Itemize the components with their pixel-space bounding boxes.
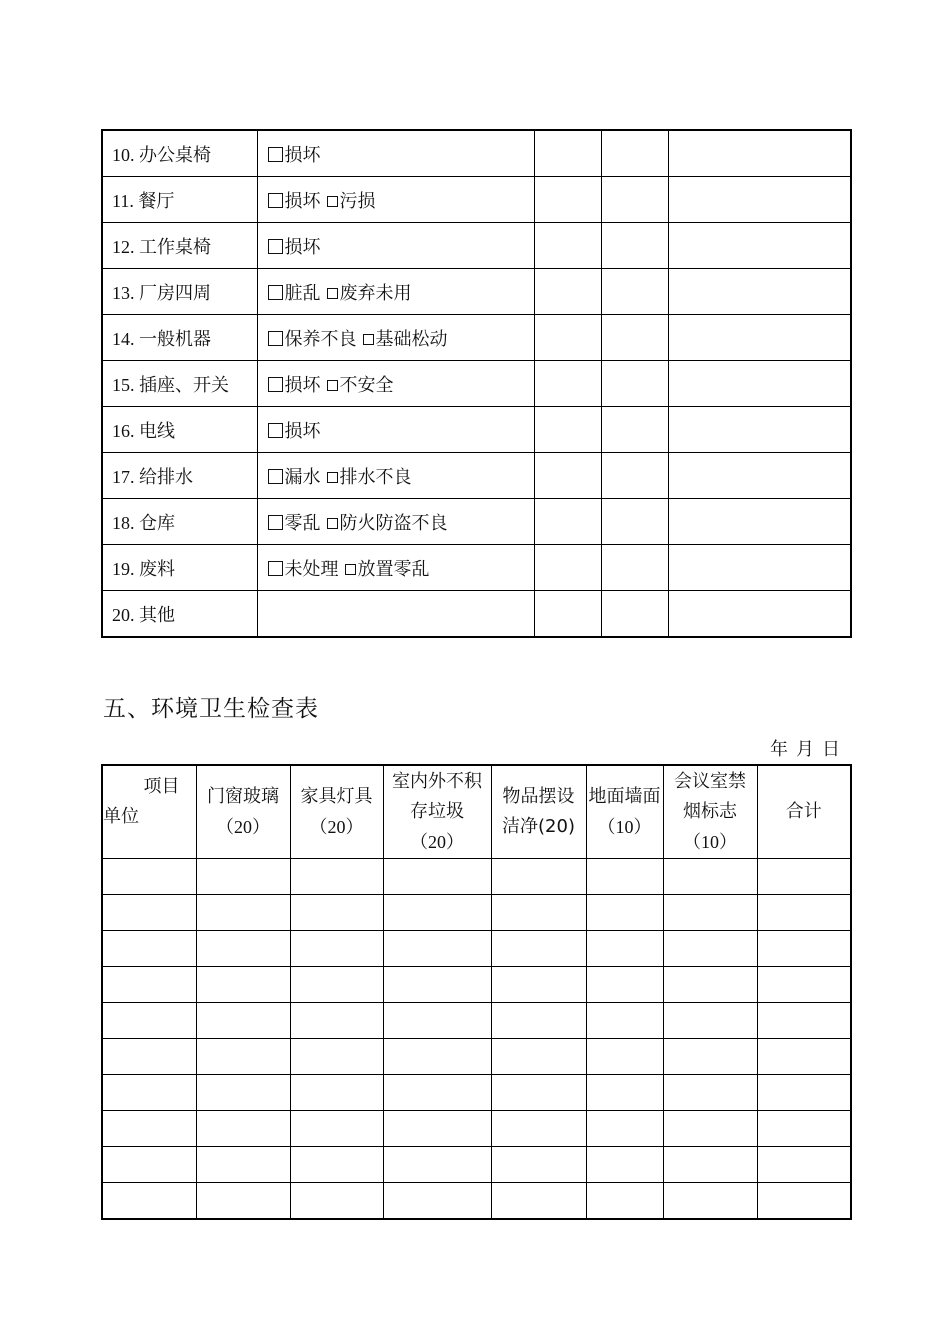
- blank-cell[interactable]: [534, 499, 601, 545]
- item-name: 工作桌椅: [139, 236, 211, 258]
- hygiene-row: [102, 1039, 851, 1075]
- column-header-line: 地面墙面: [588, 786, 661, 807]
- blank-cell[interactable]: [491, 1075, 586, 1111]
- issue-label: 损坏: [284, 144, 321, 166]
- checkbox[interactable]: [268, 515, 283, 530]
- blank-cell[interactable]: [668, 130, 851, 177]
- inspection-row: [102, 545, 851, 591]
- issue-label: 损坏: [284, 190, 321, 212]
- blank-cell[interactable]: [601, 591, 668, 638]
- blank-cell[interactable]: [663, 895, 757, 931]
- blank-cell[interactable]: [196, 1183, 290, 1220]
- column-header: [586, 765, 663, 859]
- issues-cell: [257, 315, 534, 361]
- blank-cell[interactable]: [491, 859, 586, 895]
- inspection-row: [102, 130, 851, 177]
- blank-cell[interactable]: [196, 1147, 290, 1183]
- inspection-row: [102, 269, 851, 315]
- checkbox[interactable]: [268, 193, 283, 208]
- date-year: 年: [770, 739, 788, 760]
- item-number: 20.: [112, 604, 139, 625]
- issues-cell: [257, 499, 534, 545]
- column-header-line: 物品摆设: [502, 786, 575, 807]
- column-header-line: 烟标志: [683, 801, 737, 822]
- blank-cell[interactable]: [102, 1111, 196, 1147]
- issue-label: 基础松动: [375, 328, 448, 350]
- blank-cell[interactable]: [290, 1039, 383, 1075]
- blank-cell[interactable]: [383, 1075, 491, 1111]
- blank-cell[interactable]: [102, 931, 196, 967]
- column-header-line: 存垃圾: [410, 801, 464, 822]
- blank-cell[interactable]: [601, 453, 668, 499]
- blank-cell[interactable]: [491, 1003, 586, 1039]
- blank-cell[interactable]: [196, 1075, 290, 1111]
- checkbox[interactable]: [327, 472, 338, 483]
- blank-cell[interactable]: [383, 967, 491, 1003]
- inspection-row: [102, 591, 851, 638]
- blank-cell[interactable]: [586, 1183, 663, 1220]
- header-corner-cell: [102, 765, 196, 859]
- blank-cell[interactable]: [534, 545, 601, 591]
- checkbox[interactable]: [363, 334, 374, 345]
- issues-cell: [257, 130, 534, 177]
- blank-cell[interactable]: [668, 177, 851, 223]
- column-score: （10）: [597, 817, 652, 837]
- blank-cell[interactable]: [102, 1075, 196, 1111]
- inspection-row: [102, 223, 851, 269]
- column-header: [383, 765, 491, 859]
- column-header-line: 会议室禁: [674, 771, 746, 792]
- blank-cell[interactable]: [196, 967, 290, 1003]
- item-number: 15.: [112, 374, 139, 395]
- column-header-line: 洁净(20): [502, 816, 575, 837]
- issue-label: 损坏: [284, 420, 321, 442]
- issue-label: 损坏: [284, 374, 321, 396]
- column-header-line: 合计: [785, 801, 822, 822]
- checkbox[interactable]: [268, 239, 283, 254]
- blank-cell[interactable]: [290, 1147, 383, 1183]
- item-name: 餐厅: [138, 190, 175, 212]
- blank-cell[interactable]: [757, 931, 851, 967]
- blank-cell[interactable]: [668, 407, 851, 453]
- blank-cell[interactable]: [601, 223, 668, 269]
- checkbox[interactable]: [345, 564, 356, 575]
- hygiene-row: [102, 1111, 851, 1147]
- blank-cell[interactable]: [663, 1039, 757, 1075]
- date-day: 日: [822, 739, 840, 760]
- item-cell: [102, 545, 257, 591]
- blank-cell[interactable]: [383, 895, 491, 931]
- column-header: [290, 765, 383, 859]
- issue-label: 零乱: [284, 512, 321, 534]
- blank-cell[interactable]: [534, 591, 601, 638]
- blank-cell[interactable]: [102, 859, 196, 895]
- blank-cell[interactable]: [383, 1039, 491, 1075]
- blank-cell[interactable]: [383, 1147, 491, 1183]
- blank-cell[interactable]: [102, 1039, 196, 1075]
- section-title: 五、环境卫生检查表: [103, 696, 319, 722]
- blank-cell[interactable]: [663, 1003, 757, 1039]
- hygiene-row: [102, 967, 851, 1003]
- issue-label: 损坏: [284, 236, 321, 258]
- blank-cell[interactable]: [663, 1111, 757, 1147]
- blank-cell[interactable]: [757, 967, 851, 1003]
- blank-cell[interactable]: [663, 859, 757, 895]
- blank-cell[interactable]: [290, 895, 383, 931]
- blank-cell[interactable]: [534, 407, 601, 453]
- blank-cell[interactable]: [601, 407, 668, 453]
- column-header: [491, 765, 586, 859]
- item-number: 18.: [112, 512, 139, 533]
- hygiene-row: [102, 895, 851, 931]
- blank-cell[interactable]: [586, 931, 663, 967]
- date-line: [770, 735, 848, 761]
- checkbox[interactable]: [327, 196, 338, 207]
- blank-cell[interactable]: [290, 1183, 383, 1220]
- inspection-row: [102, 177, 851, 223]
- item-name: 一般机器: [139, 328, 211, 350]
- hygiene-table-body: [102, 765, 851, 1219]
- item-name: 仓库: [139, 512, 175, 534]
- item-cell: [102, 315, 257, 361]
- blank-cell[interactable]: [534, 223, 601, 269]
- item-cell: [102, 269, 257, 315]
- checkbox[interactable]: [268, 147, 283, 162]
- inspection-row: [102, 499, 851, 545]
- blank-cell[interactable]: [668, 545, 851, 591]
- hygiene-row: [102, 1003, 851, 1039]
- blank-cell[interactable]: [196, 931, 290, 967]
- hygiene-table: [101, 764, 852, 1220]
- column-score: （10）: [683, 832, 737, 852]
- blank-cell[interactable]: [383, 1111, 491, 1147]
- corner-label-unit: 单位: [103, 806, 139, 827]
- column-score: （20）: [216, 817, 270, 837]
- blank-cell[interactable]: [586, 1003, 663, 1039]
- checkbox[interactable]: [268, 377, 283, 392]
- column-score: （20）: [309, 817, 364, 837]
- blank-cell[interactable]: [196, 1111, 290, 1147]
- checkbox[interactable]: [327, 288, 338, 299]
- blank-cell[interactable]: [586, 1075, 663, 1111]
- item-number: 14.: [112, 328, 139, 349]
- blank-cell[interactable]: [668, 453, 851, 499]
- blank-cell[interactable]: [491, 1039, 586, 1075]
- checkbox[interactable]: [327, 518, 338, 529]
- blank-cell[interactable]: [601, 315, 668, 361]
- blank-cell[interactable]: [668, 499, 851, 545]
- issue-label: 排水不良: [339, 466, 412, 488]
- blank-cell[interactable]: [491, 895, 586, 931]
- issues-cell: [257, 453, 534, 499]
- blank-cell[interactable]: [757, 859, 851, 895]
- blank-cell[interactable]: [586, 1111, 663, 1147]
- blank-cell[interactable]: [102, 967, 196, 1003]
- column-header: [196, 765, 290, 859]
- blank-cell[interactable]: [383, 1183, 491, 1220]
- item-name: 其他: [139, 604, 175, 626]
- column-header-line: 家具灯具: [300, 786, 373, 807]
- issue-label: 不安全: [339, 374, 394, 396]
- blank-cell[interactable]: [663, 931, 757, 967]
- blank-cell[interactable]: [663, 1183, 757, 1220]
- blank-cell[interactable]: [290, 1003, 383, 1039]
- blank-cell[interactable]: [102, 895, 196, 931]
- checkbox[interactable]: [268, 469, 283, 484]
- inspection-table-body: [102, 130, 851, 637]
- checkbox[interactable]: [268, 423, 283, 438]
- item-cell: [102, 361, 257, 407]
- blank-cell[interactable]: [663, 967, 757, 1003]
- blank-cell[interactable]: [196, 1039, 290, 1075]
- column-header-line: 室内外不积: [392, 771, 482, 792]
- blank-cell[interactable]: [534, 315, 601, 361]
- item-name: 厂房四周: [139, 282, 211, 304]
- blank-cell[interactable]: [668, 315, 851, 361]
- item-cell: [102, 407, 257, 453]
- blank-cell[interactable]: [196, 1003, 290, 1039]
- issues-cell: [257, 361, 534, 407]
- blank-cell[interactable]: [290, 1075, 383, 1111]
- item-number: 10.: [112, 144, 139, 165]
- checkbox[interactable]: [327, 380, 338, 391]
- item-name: 办公桌椅: [139, 144, 211, 166]
- issues-cell: [257, 269, 534, 315]
- blank-cell[interactable]: [757, 1183, 851, 1220]
- blank-cell[interactable]: [586, 967, 663, 1003]
- blank-cell[interactable]: [196, 859, 290, 895]
- item-number: 19.: [112, 558, 139, 579]
- item-name: 废料: [139, 558, 175, 580]
- blank-cell[interactable]: [290, 859, 383, 895]
- blank-cell[interactable]: [491, 1147, 586, 1183]
- issues-cell: [257, 591, 534, 638]
- blank-cell[interactable]: [601, 361, 668, 407]
- blank-cell[interactable]: [290, 1111, 383, 1147]
- inspection-row: [102, 361, 851, 407]
- issue-label: 未处理: [284, 558, 339, 580]
- item-number: 16.: [112, 420, 139, 441]
- hygiene-row: [102, 931, 851, 967]
- blank-cell[interactable]: [663, 1075, 757, 1111]
- checkbox[interactable]: [268, 285, 283, 300]
- blank-cell[interactable]: [586, 895, 663, 931]
- blank-cell[interactable]: [663, 1147, 757, 1183]
- item-number: 17.: [112, 466, 139, 487]
- issues-cell: [257, 177, 534, 223]
- blank-cell[interactable]: [601, 269, 668, 315]
- item-cell: [102, 130, 257, 177]
- hygiene-row: [102, 1075, 851, 1111]
- checkbox[interactable]: [268, 331, 283, 346]
- blank-cell[interactable]: [534, 177, 601, 223]
- blank-cell[interactable]: [757, 1003, 851, 1039]
- item-number: 12.: [112, 236, 139, 257]
- blank-cell[interactable]: [383, 859, 491, 895]
- item-name: 插座、开关: [139, 374, 229, 396]
- column-header: [663, 765, 757, 859]
- date-month: 月: [796, 739, 814, 760]
- inspection-row: [102, 407, 851, 453]
- blank-cell[interactable]: [668, 223, 851, 269]
- hygiene-header-row: [102, 765, 851, 859]
- blank-cell[interactable]: [668, 269, 851, 315]
- blank-cell[interactable]: [668, 591, 851, 638]
- blank-cell[interactable]: [668, 361, 851, 407]
- blank-cell[interactable]: [601, 177, 668, 223]
- blank-cell[interactable]: [534, 130, 601, 177]
- issues-cell: [257, 223, 534, 269]
- column-score: （20）: [410, 832, 464, 852]
- issues-cell: [257, 545, 534, 591]
- blank-cell[interactable]: [491, 967, 586, 1003]
- corner-label-item: 项目: [143, 776, 180, 797]
- blank-cell[interactable]: [491, 931, 586, 967]
- blank-cell[interactable]: [102, 1003, 196, 1039]
- hygiene-row: [102, 1147, 851, 1183]
- hygiene-row: [102, 859, 851, 895]
- blank-cell[interactable]: [491, 1111, 586, 1147]
- hygiene-row: [102, 1183, 851, 1220]
- blank-cell[interactable]: [601, 545, 668, 591]
- column-header: [757, 765, 851, 859]
- item-cell: [102, 177, 257, 223]
- item-cell: [102, 591, 257, 638]
- blank-cell[interactable]: [601, 499, 668, 545]
- item-cell: [102, 499, 257, 545]
- item-number: 13.: [112, 282, 139, 303]
- issue-label: 废弃未用: [339, 282, 412, 304]
- blank-cell[interactable]: [757, 895, 851, 931]
- blank-cell[interactable]: [383, 1003, 491, 1039]
- blank-cell[interactable]: [757, 1147, 851, 1183]
- blank-cell[interactable]: [534, 453, 601, 499]
- issue-label: 保养不良: [284, 328, 357, 350]
- blank-cell[interactable]: [586, 1147, 663, 1183]
- blank-cell[interactable]: [383, 931, 491, 967]
- blank-cell[interactable]: [102, 1147, 196, 1183]
- blank-cell[interactable]: [196, 895, 290, 931]
- blank-cell[interactable]: [534, 361, 601, 407]
- item-cell: [102, 453, 257, 499]
- inspection-row: [102, 453, 851, 499]
- item-name: 电线: [139, 420, 175, 442]
- blank-cell[interactable]: [757, 1039, 851, 1075]
- issue-label: 漏水: [284, 466, 321, 488]
- blank-cell[interactable]: [534, 269, 601, 315]
- inspection-row: [102, 315, 851, 361]
- blank-cell[interactable]: [586, 859, 663, 895]
- blank-cell[interactable]: [757, 1111, 851, 1147]
- blank-cell[interactable]: [290, 931, 383, 967]
- blank-cell[interactable]: [102, 1183, 196, 1220]
- blank-cell[interactable]: [491, 1183, 586, 1220]
- issue-label: 污损: [339, 190, 376, 212]
- issue-label: 脏乱: [284, 282, 321, 304]
- blank-cell[interactable]: [290, 967, 383, 1003]
- item-cell: [102, 223, 257, 269]
- item-number: 11.: [112, 190, 139, 211]
- issue-label: 防火防盗不良: [339, 512, 448, 534]
- checkbox[interactable]: [268, 561, 283, 576]
- blank-cell[interactable]: [601, 130, 668, 177]
- blank-cell[interactable]: [586, 1039, 663, 1075]
- issues-cell: [257, 407, 534, 453]
- item-name: 给排水: [139, 466, 193, 488]
- inspection-table: [101, 129, 852, 638]
- blank-cell[interactable]: [757, 1075, 851, 1111]
- column-header-line: 门窗玻璃: [207, 786, 279, 807]
- issue-label: 放置零乱: [357, 558, 430, 580]
